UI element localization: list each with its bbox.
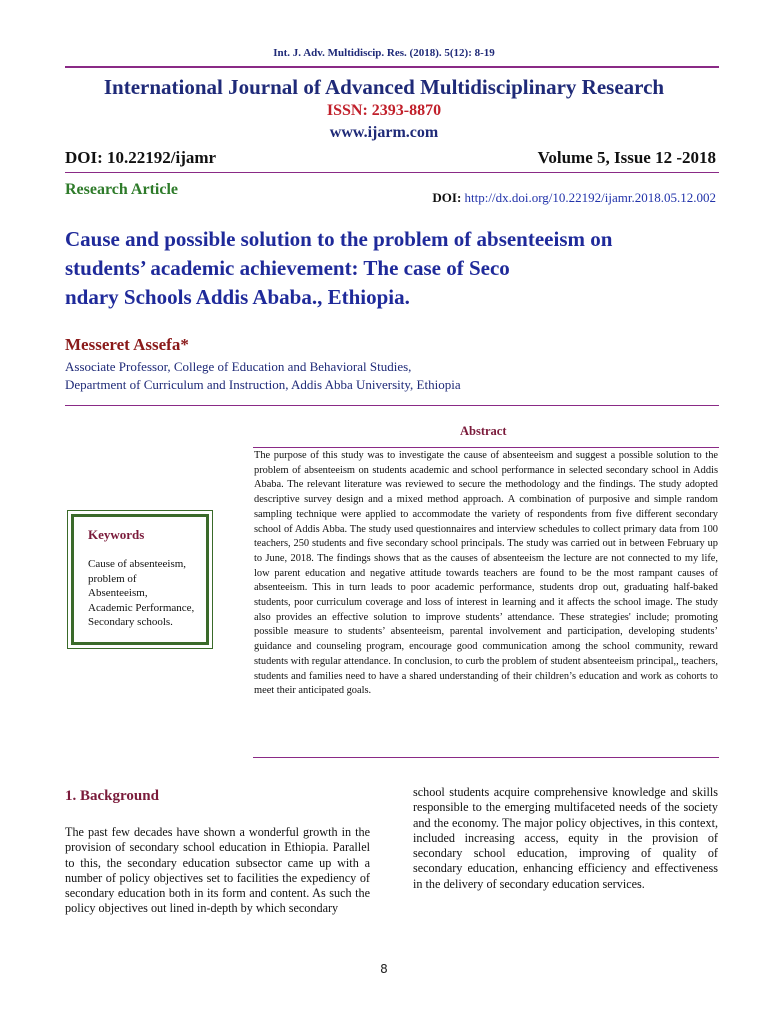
- keywords-list: [88, 557, 206, 630]
- author-affiliation: [65, 358, 461, 394]
- keyword-item: Secondary schools.: [88, 616, 173, 628]
- issn: ISSN: 2393-8870: [326, 102, 442, 119]
- article-title-line: ndary Schools Addis Ababa., Ethiopia.: [65, 285, 410, 309]
- keyword-item: Academic Performance,: [88, 601, 195, 614]
- keyword-item: problem of: [88, 572, 137, 585]
- background-text-left-column: The past few decades have shown a wonderful growth in the provision of secondary school education in Ethiopia. Parallel to this, the secondary education subsector came up with a number of policy objectives set to facilities the expediency of secondary education both in its form and content. As such the policy objectives out lined in-depth by which secondary: [65, 825, 370, 916]
- affiliation-line: Associate Professor, College of Education and Behavioral Studies,: [65, 359, 412, 374]
- page-number: 8: [380, 962, 388, 976]
- header-divider: [65, 172, 719, 173]
- header-rule: [65, 66, 719, 68]
- abstract-heading: Abstract: [460, 424, 507, 438]
- running-head: Int. J. Adv. Multidiscip. Res. (2018). 5(12): 8-19: [273, 47, 495, 59]
- article-doi-link[interactable]: http://dx.doi.org/10.22192/ijamr.2018.05.12.002: [464, 190, 716, 205]
- keyword-item: Absenteeism,: [88, 587, 148, 599]
- keyword-item: Cause of absenteeism,: [88, 558, 187, 570]
- affiliation-line: Department of Curriculum and Instruction, Addis Abba University, Ethiopia: [65, 377, 461, 392]
- volume-issue: Volume 5, Issue 12 -2018: [537, 148, 716, 167]
- journal-doi: DOI: 10.22192/ijamr: [65, 148, 217, 167]
- article-title: [65, 225, 715, 312]
- article-title-line: Cause and possible solution to the problem of absenteeism on: [65, 227, 613, 251]
- author-name: Messeret Assefa*: [65, 335, 189, 354]
- article-type: Research Article: [65, 181, 178, 198]
- keywords-box-inner: [71, 514, 209, 645]
- background-text-right-column: school students acquire comprehensive knowledge and skills responsible to the emerging multifaceted needs of the society and the economy. The major policy objectives, in this context, included increasing access, equity in the provision of secondary school education, improving of quality of secondary education, enhancing efficiency and effectiveness in the delivery of secondary education services.: [413, 785, 718, 891]
- abstract-text: The purpose of this study was to investigate the cause of absenteeism and suggest a possible solution to the problem of absenteeism on students academic and school performance in selected secondary school in Addis Ababa. The relevant literature was reviewed to secure the methodology and the findings. The study adopted descriptive survey design and a mixed method approach. A combination of purposive and simple random sampling technique were applied to accommodate the variety of respondents from five different secondary school of Addis Abba. The study used questionnaires and interview schedules to collect primary data from 100 teachers, 250 students and five secondary school principals. The study was carried out in between February up to June, 2018. The findings shows that as the causes of absenteeism the lecture are not connected to my life, low parent education and negative attitude towards teachers are found to be the most rampant causes of absenteeism. This in turn leads to poor academic performance, students drop out, graduating half-baked students, poor curriculum coverage and loss of interest in learning and it affects the school image. The study also provides an effective solution to improve students’ attendance. These strategies' include; promoting possible measure to students’ absenteeism, parental involvement and participation, developing students’ guidance and counseling program, encourage good communication among the school community, reward students with regular attendance. In conclusion, to curb the problem of student absenteeism principal,, teachers, students and families need to have a shared understanding of their children’s education and work as cohorts to meet their anticipated goals.: [254, 450, 718, 697]
- abstract-top-rule: [253, 447, 719, 448]
- article-title-line: students’ academic achievement: The case of Seco: [65, 256, 510, 280]
- affiliation-divider: [65, 405, 719, 406]
- journal-name: International Journal of Advanced Multidisciplinary Research: [103, 75, 665, 99]
- journal-website-link[interactable]: www.ijarm.com: [329, 124, 439, 141]
- keywords-heading: Keywords: [88, 527, 145, 542]
- section-heading-background: 1. Background: [65, 788, 159, 804]
- abstract-bottom-rule: [253, 757, 719, 758]
- article-doi-label: DOI:: [432, 190, 462, 205]
- keywords-box: [67, 510, 213, 649]
- article-doi: [432, 190, 716, 206]
